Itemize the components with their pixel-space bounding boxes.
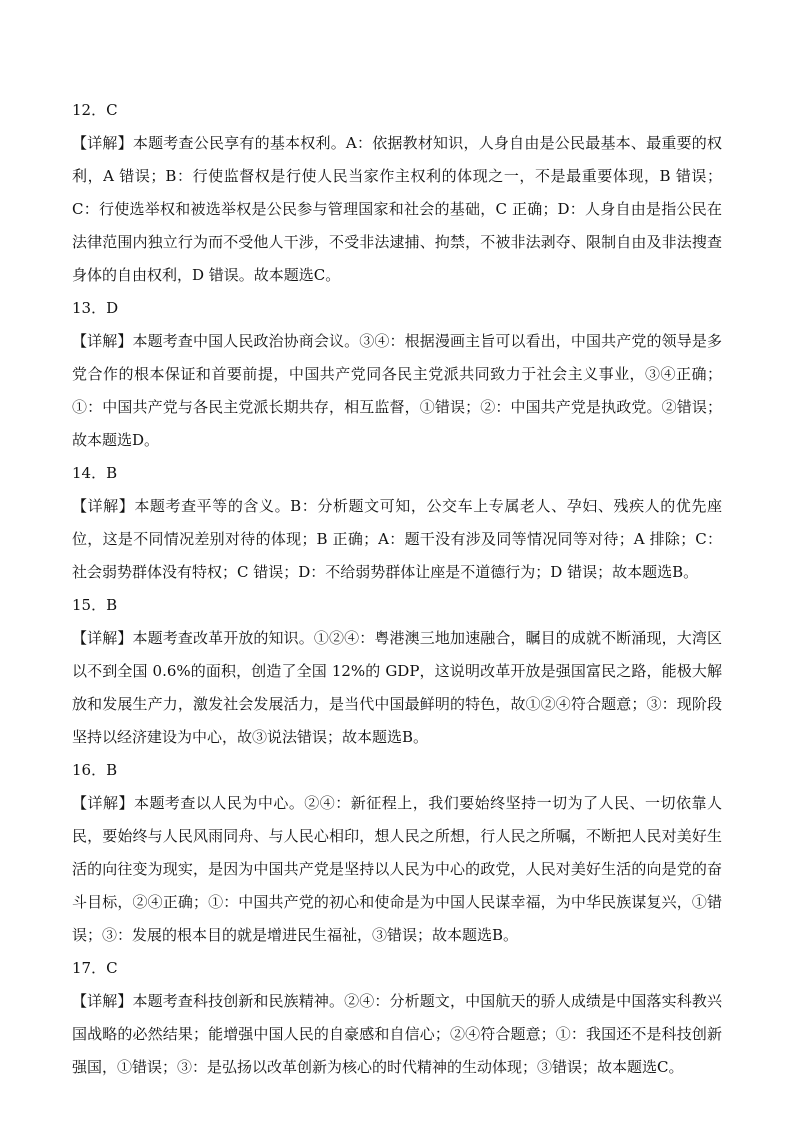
question-13 [72, 292, 722, 457]
question-number: 14．B [72, 464, 118, 482]
explanation-tag: 【详解】 [72, 629, 133, 647]
explanation-tag: 【详解】 [72, 497, 135, 515]
explanation-tag: 【详解】 [72, 134, 133, 152]
question-explanation [72, 325, 722, 457]
question-number: 17．C [72, 959, 118, 977]
answer-document [72, 94, 722, 1084]
explanation-tag: 【详解】 [72, 794, 134, 812]
question-number: 16．B [72, 761, 118, 779]
explanation-tag: 【详解】 [72, 992, 133, 1010]
explanation-text: 本题考查科技创新和民族精神。②④：分析题文，中国航天的骄人成绩是中国落实科教兴国战略的必然结果；能增强中国人民的自豪感和自信心；②④符合题意；①：我国还不是科技创新强国，①错误；③：是弘扬以改革创新为核心的时代精神的生动体现；③错误；故本题选C。 [72, 992, 722, 1076]
question-number: 13．D [72, 299, 119, 317]
question-14 [72, 457, 722, 589]
question-16 [72, 754, 722, 952]
explanation-text: 本题考查以人民为中心。②④：新征程上，我们要始终坚持一切为了人民、一切依靠人民，要始终与人民风雨同舟、与人民心相印，想人民之所想，行人民之所嘱，不断把人民对美好生活的向往变为现实，是因为中国共产党是坚持以人民为中心的政党，人民对美好生活的向是党的奋斗目标，②④正确；①：中国共产党的初心和使命是为中国人民谋幸福，为中华民族谋复兴，①错误；③：发展的根本目的就是增进民生福祉，③错误；故本题选B。 [72, 794, 722, 944]
explanation-text: 本题考查中国人民政治协商会议。③④：根据漫画主旨可以看出，中国共产党的领导是多党合作的根本保证和首要前提，中国共产党同各民主党派共同致力于社会主义事业，③④正确；①：中国共产党与各民主党派长期共存，相互监督，①错误；②：中国共产党是执政党。②错误；故本题选D。 [72, 332, 722, 449]
question-15 [72, 589, 722, 754]
question-explanation [72, 127, 722, 292]
explanation-text: 本题考查平等的含义。B：分析题文可知，公交车上专属老人、孕妇、残疾人的优先座位，这是不同情况差别对待的体现；B 正确；A：题干没有涉及同等情况同等对待；A 排除；C：社会弱势群体没有特权；C 错误；D：不给弱势群体让座是不道德行为；D 错误；故本题选B。 [72, 497, 722, 581]
explanation-tag: 【详解】 [72, 332, 133, 350]
question-12 [72, 94, 722, 292]
question-explanation [72, 490, 722, 589]
question-explanation [72, 622, 722, 754]
question-explanation [72, 787, 722, 952]
question-explanation [72, 985, 722, 1084]
question-number: 15．B [72, 596, 118, 614]
question-number: 12．C [72, 101, 118, 119]
explanation-text: 本题考查公民享有的基本权利。A：依据教材知识，人身自由是公民最基本、最重要的权利，A 错误；B：行使监督权是行使人民当家作主权利的体现之一，不是最重要体现，B 错误；C：行使选举权和被选举权是公民参与管理国家和社会的基础，C 正确；D：人身自由是指公民在法律范围内独立行为而不受他人干涉，不受非法逮捕、拘禁，不被非法剥夺、限制自由及非法搜查身体的自由权利，D 错误。故本题选C。 [72, 134, 722, 284]
explanation-text: 本题考查改革开放的知识。①②④：粤港澳三地加速融合，瞩目的成就不断涌现，大湾区以不到全国 0.6%的面积，创造了全国 12%的 GDP，这说明改革开放是强国富民之路，能极大解放和发展生产力，激发社会发展活力，是当代中国最鲜明的特色，故①②④符合题意；③：现阶段坚持以经济建设为中心，故③说法错误；故本题选B。 [72, 629, 722, 746]
question-17 [72, 952, 722, 1084]
